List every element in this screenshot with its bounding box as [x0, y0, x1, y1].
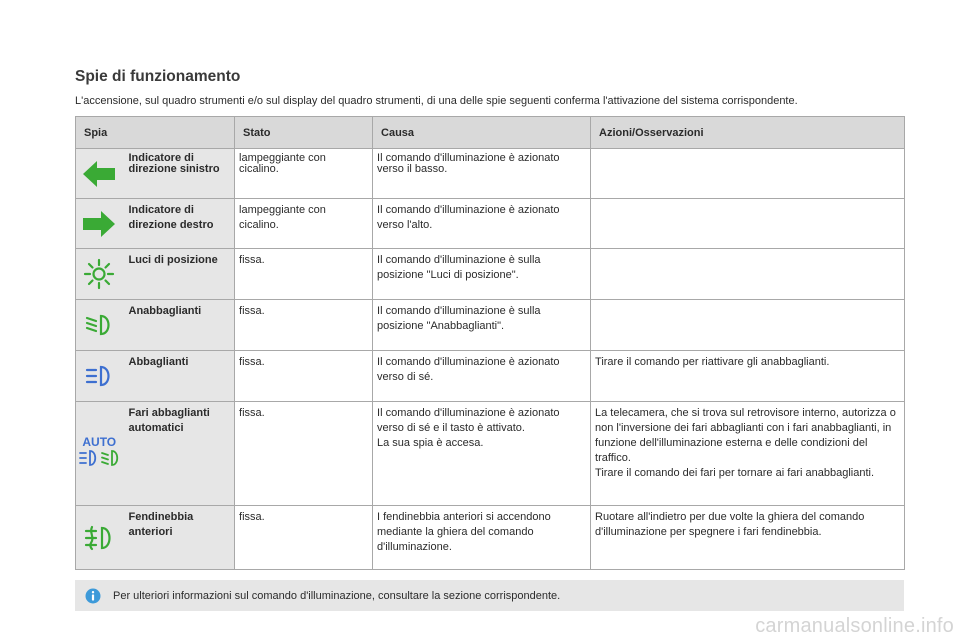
icon-cell [76, 300, 123, 351]
icon-cell [76, 351, 123, 402]
front-fog-lights-icon [83, 525, 115, 551]
header-stato: Stato [235, 117, 373, 149]
light-state: lampeggiante con cicalino. [235, 199, 373, 249]
light-name: Anabbaglianti [123, 300, 235, 351]
light-state: fissa. [235, 351, 373, 402]
right-arrow-icon [81, 209, 117, 239]
auto-high-beam-icon [78, 436, 120, 472]
table-row [76, 199, 905, 249]
table-header-row [76, 117, 905, 149]
table-row [76, 249, 905, 300]
light-state: fissa. [235, 249, 373, 300]
table-row [76, 300, 905, 351]
action-text: Tirare il comando dei fari per tornare ai fari anabbaglianti. [595, 467, 875, 479]
light-cause [373, 300, 591, 351]
light-name: Indicatore di direzione destro [123, 199, 235, 249]
cause-text: Il comando d'illuminazione è sulla posizione "Luci di posizione". [377, 254, 541, 281]
info-note [75, 580, 904, 611]
light-cause [373, 402, 591, 506]
action-text: La telecamera, che si trova sul retrovisore interno, autorizza o non l'inversione dei fari abbaglianti con i fari anabbaglianti, in funzione dell'illuminazione esterna e delle condizioni del traffico. [595, 407, 896, 464]
action-text: Tirare il comando per riattivare gli anabbaglianti. [595, 356, 830, 368]
cause-text: Il comando d'illuminazione è azionato verso il basso. [377, 152, 560, 175]
light-state: fissa. [235, 402, 373, 506]
light-actions [591, 199, 905, 249]
light-actions [591, 402, 905, 506]
icon-cell [76, 249, 123, 300]
position-lights-icon [83, 258, 115, 290]
light-cause [373, 249, 591, 300]
light-actions [591, 149, 905, 199]
cause-text: Il comando d'illuminazione è sulla posizione "Anabbaglianti". [377, 305, 541, 332]
cause-text: Il comando d'illuminazione è azionato verso l'alto. [377, 204, 560, 231]
info-text: Per ulteriori informazioni sul comando d'illuminazione, consultare la sezione corrispondente. [113, 589, 561, 602]
light-cause [373, 506, 591, 570]
page-title: Spie di funzionamento [75, 68, 241, 85]
light-name: Indicatore di direzione sinistro [123, 149, 235, 199]
header-causa: Causa [373, 117, 591, 149]
cause-text: Il comando d'illuminazione è azionato verso di sé e il tasto è attivato. [377, 407, 560, 434]
info-icon [85, 588, 101, 604]
light-state: fissa. [235, 506, 373, 570]
warning-lights-table [75, 116, 905, 570]
auto-beams-icon [78, 449, 120, 467]
icon-cell [76, 199, 123, 249]
left-arrow-icon [81, 159, 117, 189]
header-spia: Spia [76, 117, 235, 149]
auto-icon-text: AUTO [82, 434, 117, 449]
light-name: Fendinebbia anteriori [123, 506, 235, 570]
high-beam-icon [83, 364, 115, 388]
light-actions [591, 300, 905, 351]
low-beam-icon [83, 313, 115, 337]
light-name: Luci di posizione [123, 249, 235, 300]
intro-text: L'accensione, sul quadro strumenti e/o sul display del quadro strumenti, di una delle spie seguenti conferma l'attivazione del sistema corrispondente. [75, 95, 798, 107]
table-row [76, 351, 905, 402]
icon-cell [76, 149, 123, 199]
table-row [76, 402, 905, 506]
light-cause [373, 149, 591, 199]
cause-text: I fendinebbia anteriori si accendono mediante la ghiera del comando d'illuminazione. [377, 511, 551, 553]
light-actions [591, 506, 905, 570]
light-state: fissa. [235, 300, 373, 351]
light-state: lampeggiante con cicalino. [235, 149, 373, 199]
watermark: carmanualsonline.info [755, 615, 954, 637]
light-actions [591, 249, 905, 300]
cause-text: Il comando d'illuminazione è azionato verso di sé. [377, 356, 560, 383]
light-cause [373, 351, 591, 402]
light-name: Abbaglianti [123, 351, 235, 402]
table-row [76, 506, 905, 570]
cause-text: La sua spia è accesa. [377, 437, 484, 449]
icon-cell [76, 402, 123, 506]
table-row [76, 149, 905, 199]
light-cause [373, 199, 591, 249]
action-text: Ruotare all'indietro per due volte la ghiera del comando d'illuminazione per spegnere i fari fendinebbia. [595, 511, 865, 538]
header-azioni: Azioni/Osservazioni [591, 117, 905, 149]
light-name: Fari abbaglianti automatici [123, 402, 235, 506]
icon-cell [76, 506, 123, 570]
light-actions [591, 351, 905, 402]
